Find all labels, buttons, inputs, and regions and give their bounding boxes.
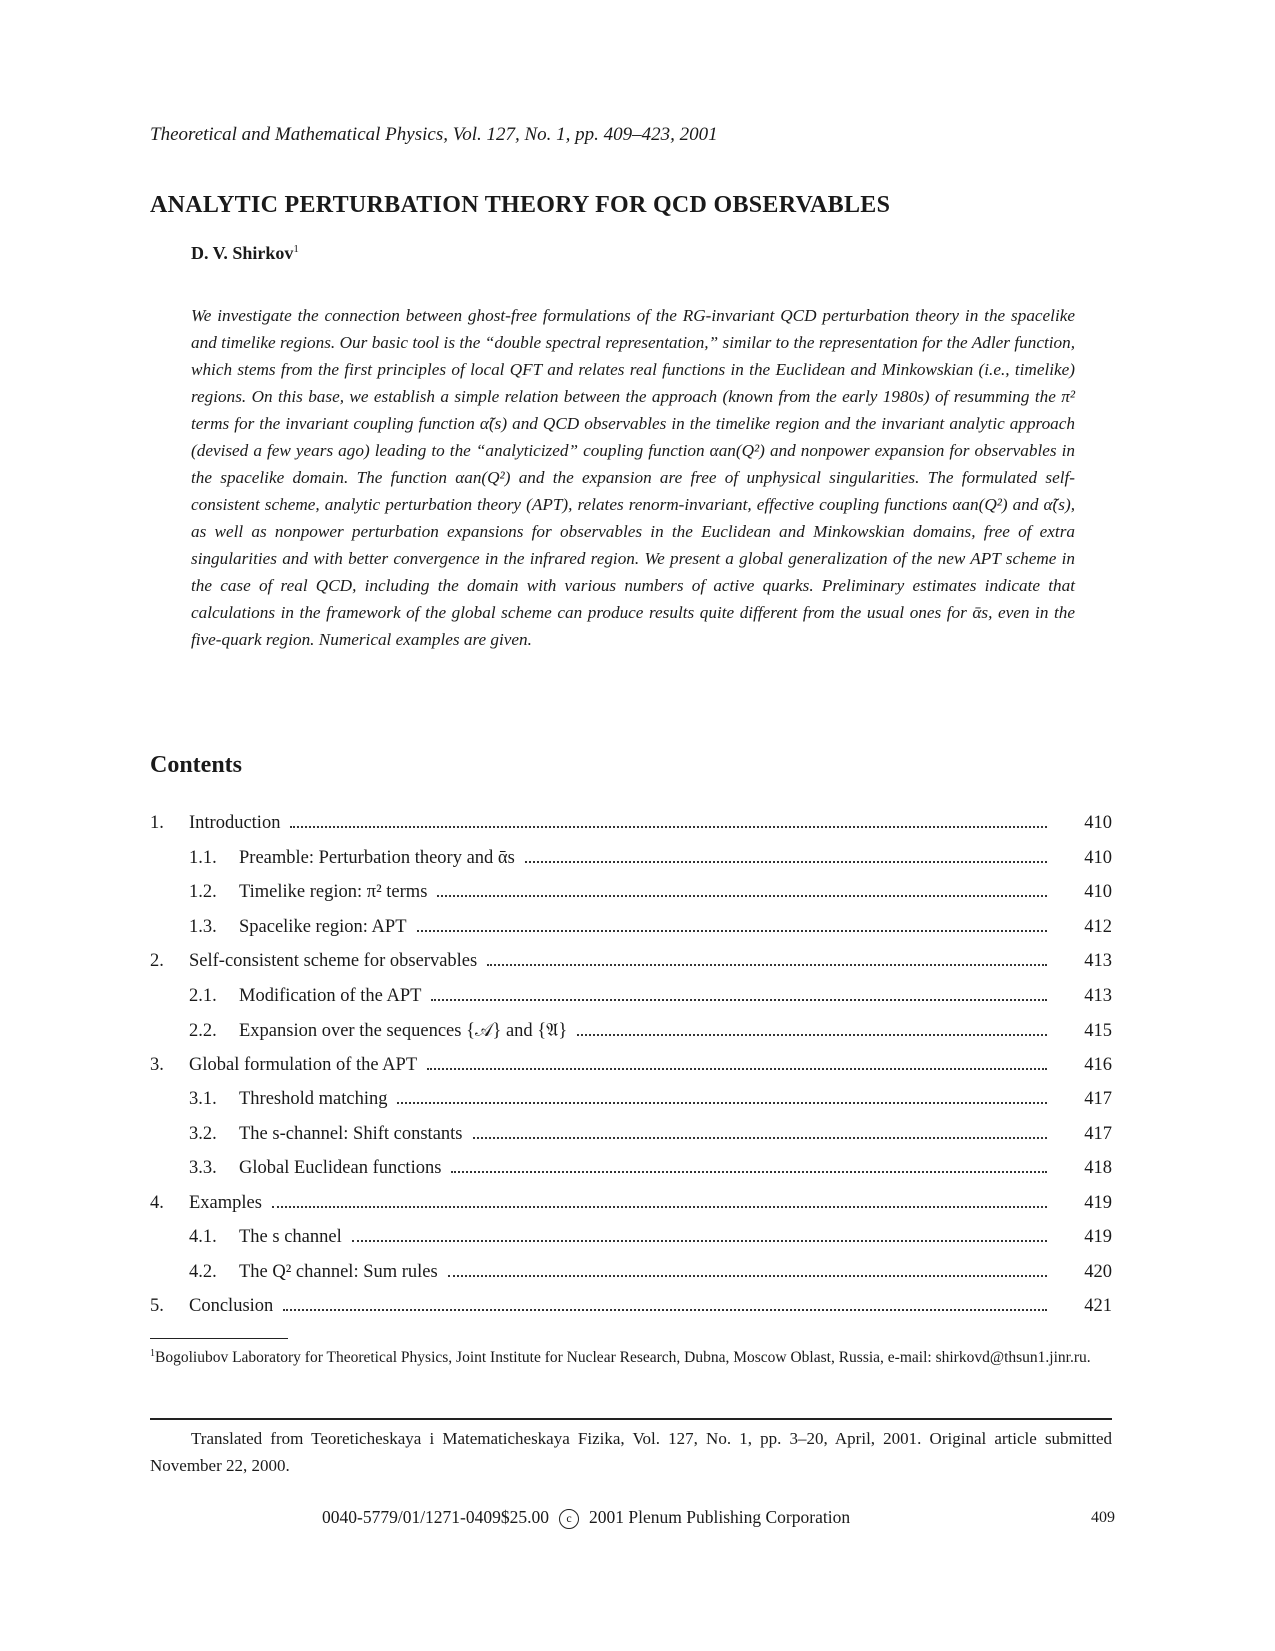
toc-subentry[interactable] — [150, 986, 1112, 1021]
toc-subentry[interactable] — [150, 882, 1112, 917]
toc-entry-number: 1.1. — [189, 847, 217, 868]
copyright-code: 0040-5779/01/1271-0409$25.00 — [322, 1507, 550, 1527]
toc-subentry[interactable] — [150, 1124, 1112, 1159]
toc-leader-dots — [525, 861, 1047, 863]
toc-entry[interactable] — [150, 1055, 1112, 1090]
toc-entry-page: 416 — [1084, 1054, 1112, 1075]
toc-entry-number: 1. — [150, 813, 164, 833]
toc-entry-label: The s channel — [239, 1227, 342, 1247]
toc-entry-label: Preamble: Perturbation theory and ᾱs — [239, 847, 515, 868]
toc-leader-dots — [283, 1309, 1047, 1311]
toc-entry[interactable] — [150, 951, 1112, 986]
toc-entry-page: 415 — [1084, 1021, 1112, 1041]
table-of-contents — [150, 813, 1112, 1331]
footnote — [150, 1343, 1112, 1369]
toc-subentry[interactable] — [150, 1158, 1112, 1193]
toc-subentry[interactable] — [150, 1089, 1112, 1124]
toc-entry-number: 3.1. — [189, 1089, 217, 1109]
contents-heading: Contents — [150, 752, 243, 778]
footnote-mark: 1 — [150, 1348, 155, 1359]
toc-entry-number: 3. — [150, 1054, 164, 1075]
toc-entry-number: 1.3. — [189, 916, 217, 937]
copyright-icon: c — [559, 1509, 579, 1529]
toc-leader-dots — [577, 1034, 1047, 1036]
toc-entry-label: Timelike region: π² terms — [239, 882, 428, 902]
toc-leader-dots — [352, 1240, 1047, 1242]
toc-entry-number: 2. — [150, 951, 164, 971]
toc-subentry[interactable] — [150, 917, 1112, 952]
toc-entry-page: 410 — [1084, 813, 1112, 833]
toc-entry[interactable] — [150, 1193, 1112, 1228]
toc-subentry[interactable] — [150, 1262, 1112, 1297]
toc-entry-label: The Q² channel: Sum rules — [239, 1261, 438, 1282]
toc-entry-label: Conclusion — [189, 1296, 274, 1316]
toc-leader-dots — [448, 1275, 1047, 1277]
toc-entry-page: 417 — [1084, 1123, 1112, 1144]
toc-leader-dots — [487, 964, 1047, 966]
author-footnote-mark: 1 — [293, 243, 299, 255]
author-name: D. V. Shirkov — [191, 243, 294, 263]
toc-entry-page: 410 — [1084, 882, 1112, 902]
toc-entry-number: 4.1. — [189, 1227, 217, 1247]
toc-leader-dots — [431, 999, 1047, 1001]
toc-entry-page: 412 — [1084, 916, 1112, 937]
toc-entry-label: Spacelike region: APT — [239, 916, 407, 937]
toc-subentry[interactable] — [150, 1227, 1112, 1262]
toc-entry-page: 419 — [1084, 1227, 1112, 1247]
abstract: We investigate the connection between ghost-free formulations of the RG-invariant QCD perturbation theory in the spacelike and timelike regions. Our basic tool is the “double spectral representation,” similar to the representation for the Adler function, which stems from the first principles of local QFT and relates real functions in the Euclidean and Minkowskian (i.e., timelike) regions. On this base, we establish a simple relation between the approach (known from the early 1980s) of resumming the π² terms for the invariant coupling function α̃(s) and QCD observables in the timelike region and the invariant analytic approach (devised a few years ago) leading to the “analyticized” coupling function αan(Q²) and nonpower expansion for observables in the spacelike domain. The function αan(Q²) and the expansion are free of unphysical singularities. The formulated self-consistent scheme, analytic perturbation theory (APT), relates renorm-invariant, effective coupling functions αan(Q²) and α̃(s), as well as nonpower perturbation expansions for observables in the Euclidean and Minkowskian domains, free of extra singularities and with better convergence in the infrared region. We present a global generalization of the new APT scheme in the case of real QCD, including the domain with various numbers of active quarks. Preliminary estimates indicate that calculations in the framework of the global scheme can produce results quite different from the usual ones for ᾱs, even in the five-quark region. Numerical examples are given. — [191, 306, 1075, 649]
toc-entry-number: 3.3. — [189, 1158, 217, 1178]
journal-header: Theoretical and Mathematical Physics, Vol. 127, No. 1, pp. 409–423, 2001 — [150, 124, 718, 145]
toc-entry-page: 420 — [1084, 1261, 1112, 1282]
toc-leader-dots — [417, 930, 1048, 932]
toc-entry-label: Introduction — [189, 813, 281, 833]
toc-entry-label: Modification of the APT — [239, 985, 422, 1006]
toc-entry-page: 419 — [1084, 1192, 1112, 1213]
toc-leader-dots — [272, 1206, 1047, 1208]
toc-entry-number: 3.2. — [189, 1123, 217, 1144]
toc-leader-dots — [427, 1068, 1047, 1070]
toc-entry-number: 1.2. — [189, 882, 217, 902]
toc-entry-number: 2.1. — [189, 985, 217, 1006]
toc-entry-page: 413 — [1084, 951, 1112, 971]
toc-entry-label: Examples — [189, 1192, 262, 1213]
translation-note: Translated from Teoreticheskaya i Matematicheskaya Fizika, Vol. 127, No. 1, pp. 3–20, April, 2001. Original article submitted November 22, 2000. — [150, 1429, 1112, 1475]
paper-title: ANALYTIC PERTURBATION THEORY FOR QCD OBSERVABLES — [150, 192, 891, 218]
toc-entry-page: 421 — [1084, 1296, 1112, 1316]
toc-leader-dots — [290, 826, 1047, 828]
author — [191, 243, 299, 264]
toc-entry-label: Self-consistent scheme for observables — [189, 951, 478, 971]
footnote-rule — [150, 1338, 288, 1339]
toc-entry-page: 417 — [1084, 1089, 1112, 1109]
toc-entry[interactable] — [150, 813, 1112, 848]
toc-entry-label: Global Euclidean functions — [239, 1158, 442, 1178]
toc-leader-dots — [451, 1171, 1047, 1173]
toc-entry-number: 4.2. — [189, 1261, 217, 1282]
toc-leader-dots — [397, 1102, 1047, 1104]
toc-entry-number: 2.2. — [189, 1021, 217, 1041]
toc-entry-page: 418 — [1084, 1158, 1112, 1178]
toc-leader-dots — [437, 895, 1047, 897]
toc-entry-page: 413 — [1084, 985, 1112, 1006]
toc-entry-label: Threshold matching — [239, 1089, 388, 1109]
toc-entry-number: 5. — [150, 1296, 164, 1316]
footnote-text: Bogoliubov Laboratory for Theoretical Physics, Joint Institute for Nuclear Research, Dubna, Moscow Oblast, Russia, e-mail: shirkovd@thsun1.jinr.ru. — [155, 1349, 1091, 1367]
toc-entry[interactable] — [150, 1296, 1112, 1331]
toc-subentry[interactable] — [150, 848, 1112, 883]
copyright-text: 2001 Plenum Publishing Corporation — [589, 1507, 851, 1527]
toc-entry-number: 4. — [150, 1192, 164, 1213]
translation-rule — [150, 1418, 1112, 1420]
toc-leader-dots — [473, 1137, 1048, 1139]
copyright-line — [322, 1507, 850, 1529]
toc-entry-page: 410 — [1084, 847, 1112, 868]
toc-subentry[interactable] — [150, 1020, 1112, 1055]
toc-entry-label: The s-channel: Shift constants — [239, 1123, 463, 1144]
page-number: 409 — [1091, 1509, 1115, 1526]
toc-entry-label: Expansion over the sequences {𝒜} and {𝔄} — [239, 1021, 568, 1041]
toc-entry-label: Global formulation of the APT — [189, 1054, 418, 1075]
